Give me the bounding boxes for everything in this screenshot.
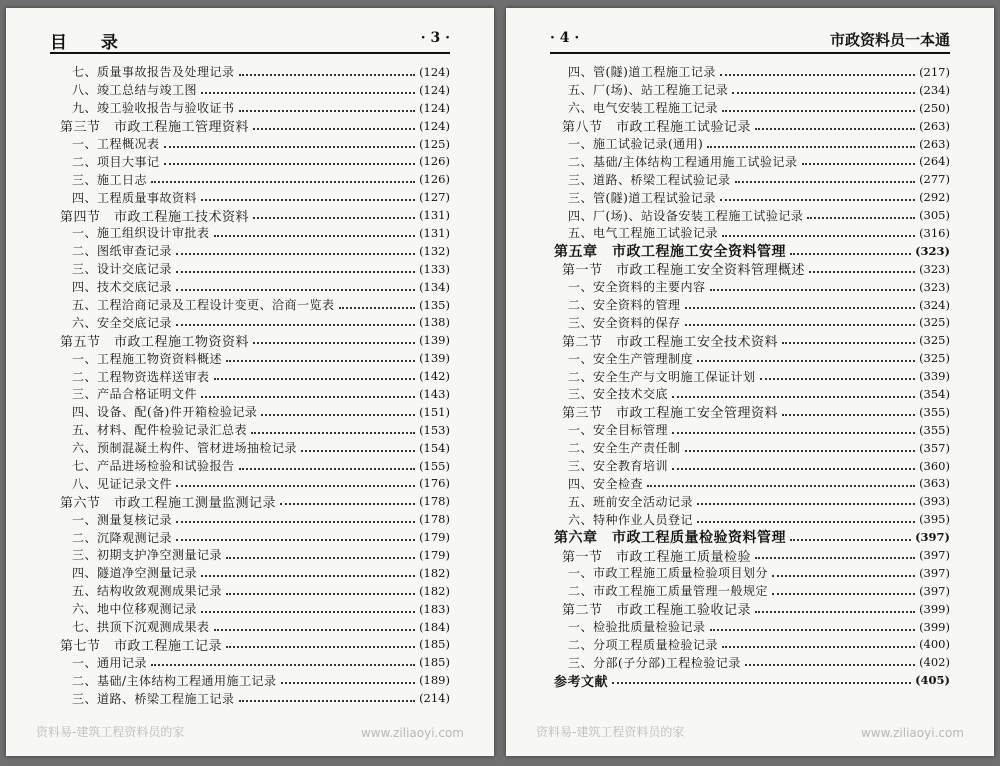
toc-entry: [506, 439, 950, 457]
toc-entry-page: (178): [419, 494, 450, 509]
dot-leader: [339, 307, 416, 309]
toc-entry-page: (138): [419, 315, 450, 330]
toc-entry-page: (126): [419, 172, 450, 187]
toc-entry-title: 参考文献: [554, 674, 609, 690]
toc-entry: [6, 653, 450, 671]
toc-entry-page: (189): [419, 673, 450, 688]
toc-entry-page: (185): [419, 637, 450, 652]
toc-entry-title: 四、工程质量事故资料: [72, 190, 198, 205]
dot-leader: [782, 414, 915, 416]
toc-entry: [6, 278, 450, 296]
toc-entry-title: 一、安全目标管理: [568, 423, 669, 438]
toc-entry-title: 三、道路、桥梁工程施工记录: [72, 691, 235, 706]
toc-entry-page: (324): [919, 297, 950, 312]
dot-leader: [790, 539, 911, 541]
toc-entry: [506, 296, 950, 314]
dot-leader: [176, 253, 415, 255]
page-number: · 3 ·: [420, 30, 450, 46]
toc-entry-page: (397): [919, 565, 950, 580]
toc-entry: [6, 135, 450, 153]
right-page: [506, 8, 994, 756]
toc-entry-title: 二、市政工程施工质量管理一般规定: [568, 584, 769, 599]
toc-entry: [6, 349, 450, 367]
dot-leader: [760, 378, 916, 380]
toc-entry-page: (142): [419, 369, 450, 384]
dot-leader: [261, 414, 415, 416]
dot-leader: [685, 324, 916, 326]
toc-entry-title: 一、测量复核记录: [72, 512, 173, 527]
toc-entry: [506, 152, 950, 170]
toc-entry-title: 五、班前安全活动记录: [568, 494, 694, 509]
toc-entry-page: (277): [919, 172, 950, 187]
dot-leader: [281, 682, 416, 684]
right-page-header: [550, 26, 950, 54]
dot-leader: [214, 629, 416, 631]
toc-entry-title: 三、初期支护净空测量记录: [72, 548, 223, 563]
dot-leader: [720, 74, 915, 76]
toc-entry-title: 二、图纸审查记录: [72, 244, 173, 259]
dot-leader: [722, 235, 915, 237]
toc-entry-title: 第六节 市政工程施工测量监测记录: [60, 495, 277, 511]
toc-entry-title: 四、厂(场)、站设备安装工程施工试验记录: [568, 208, 804, 223]
toc-section-entry: [506, 260, 950, 278]
toc-entry-title: 四、管(隧)道工程施工记录: [568, 65, 716, 80]
toc-entry-page: (305): [919, 208, 950, 223]
toc-entry-title: 六、特种作业人员登记: [568, 512, 694, 527]
toc-entry-page: (182): [419, 565, 450, 580]
dot-leader: [226, 557, 415, 559]
toc-entry: [6, 242, 450, 260]
dot-leader: [176, 289, 415, 291]
toc-entry-title: 第四节 市政工程施工技术资料: [60, 209, 250, 225]
dot-leader: [745, 664, 915, 666]
toc-entry: [6, 224, 450, 242]
dot-leader: [772, 593, 915, 595]
toc-entry-page: (405): [915, 673, 950, 688]
toc-entry: [506, 421, 950, 439]
toc-entry-title: 七、产品进场检验和试验报告: [72, 459, 235, 474]
toc-entry-page: (124): [419, 118, 450, 133]
toc-entry-title: 第二节 市政工程施工安全技术资料: [562, 334, 779, 350]
toc-entry: [6, 385, 450, 403]
dot-leader: [697, 521, 915, 523]
toc-entry-page: (217): [919, 64, 950, 79]
toc-section-entry: [506, 546, 950, 564]
toc-entry-title: 四、隧道净空测量记录: [72, 566, 198, 581]
toc-entry: [506, 385, 950, 403]
toc-entry-page: (139): [419, 351, 450, 366]
toc-entry-title: 三、管(隧)道工程试验记录: [568, 190, 716, 205]
toc-entry-title: 四、设备、配(备)件开箱检验记录: [72, 405, 258, 420]
toc-section-entry: [506, 600, 950, 618]
dot-leader: [253, 342, 415, 344]
dot-leader: [239, 700, 416, 702]
dot-leader: [164, 146, 416, 148]
toc-entry-title: 二、安全生产责任制: [568, 441, 681, 456]
toc-entry-page: (131): [419, 208, 450, 223]
dot-leader: [301, 450, 415, 452]
toc-entry-page: (182): [419, 583, 450, 598]
dot-leader: [164, 163, 416, 165]
dot-leader: [612, 682, 911, 684]
toc-entry-page: (263): [919, 118, 950, 133]
toc-entry-page: (176): [419, 476, 450, 491]
toc-entry: [506, 653, 950, 671]
toc-entry-page: (127): [419, 190, 450, 205]
toc-entry-title: 一、工程施工物资资料概述: [72, 351, 223, 366]
toc-entry-title: 一、通用记录: [72, 655, 148, 670]
toc-entry: [6, 457, 450, 475]
toc-entry-page: (397): [919, 547, 950, 562]
toc-entry-page: (357): [919, 440, 950, 455]
toc-entry-title: 三、道路、桥梁工程试验记录: [568, 172, 731, 187]
toc-entry-title: 六、地中位移观测记录: [72, 602, 198, 617]
toc-entry: [6, 63, 450, 81]
dot-leader: [782, 342, 915, 344]
toc-entry-page: (397): [919, 583, 950, 598]
dot-leader: [672, 432, 915, 434]
toc-entry: [506, 636, 950, 654]
dot-leader: [176, 485, 415, 487]
dot-leader: [214, 378, 416, 380]
toc-entry-page: (178): [419, 512, 450, 527]
dot-leader: [239, 74, 416, 76]
toc-entry: [506, 63, 950, 81]
toc-entry: [6, 188, 450, 206]
dot-leader: [176, 521, 415, 523]
toc-entry-title: 第三节 市政工程施工安全管理资料: [562, 406, 779, 422]
toc-entry-title: 第五节 市政工程施工物资资料: [60, 334, 250, 350]
toc-entry: [506, 135, 950, 153]
dot-leader: [226, 360, 415, 362]
toc-entry-page: (185): [419, 655, 450, 670]
toc-entry: [506, 564, 950, 582]
toc-entry-title: 三、分部(子分部)工程检验记录: [568, 655, 741, 670]
toc-entry-page: (325): [919, 351, 950, 366]
toc-entry-page: (263): [919, 136, 950, 151]
toc-entry-page: (355): [919, 404, 950, 419]
toc-entry-title: 一、工程概况表: [72, 137, 160, 151]
toc-entry-title: 二、基础/主体结构工程通用施工试验记录: [568, 154, 798, 169]
toc-section-entry: [6, 492, 450, 510]
toc-entry: [6, 170, 450, 188]
toc-entry-page: (323): [919, 279, 950, 294]
dot-leader: [722, 646, 915, 648]
dot-leader: [176, 539, 415, 541]
toc-entry-title: 四、技术交底记录: [72, 280, 173, 295]
toc-entry-page: (139): [419, 333, 450, 348]
toc-entry-page: (151): [419, 404, 450, 419]
toc-entry: [506, 99, 950, 117]
dot-leader: [672, 468, 915, 470]
left-page-header: [50, 26, 450, 54]
toc-entry-page: (325): [919, 315, 950, 330]
dot-leader: [239, 110, 416, 112]
toc-entry-title: 六、电气安装工程施工记录: [568, 101, 719, 116]
toc-entry-page: (143): [419, 386, 450, 401]
toc-entry: [6, 600, 450, 618]
toc-entry-title: 第一节 市政工程施工质量检验: [562, 549, 752, 565]
toc-entry-page: (214): [419, 691, 450, 706]
dot-leader: [790, 253, 911, 255]
toc-section-entry: [6, 206, 450, 224]
toc-entry-page: (125): [419, 136, 450, 151]
toc-entry-title: 三、安全教育培训: [568, 459, 669, 474]
dot-leader: [214, 235, 416, 237]
toc-entry-page: (234): [919, 82, 950, 97]
toc-heading: 目 录: [50, 33, 132, 53]
toc-entry-title: 二、分项工程质量检验记录: [568, 637, 719, 652]
toc-entry-page: (316): [919, 225, 950, 240]
toc-entry: [6, 403, 450, 421]
toc-entry-page: (132): [419, 243, 450, 258]
watermark-text: 资料易-建筑工程资料员的家: [36, 725, 185, 739]
dot-leader: [720, 199, 915, 201]
toc-entry: [6, 152, 450, 170]
dot-leader: [672, 396, 915, 398]
toc-entry: [506, 313, 950, 331]
dot-leader: [710, 629, 916, 631]
toc-entry-page: (292): [919, 190, 950, 205]
toc-entry: [6, 546, 450, 564]
toc-entry-title: 三、设计交底记录: [72, 262, 173, 277]
dot-leader: [151, 181, 415, 183]
toc-entry-page: (400): [919, 637, 950, 652]
toc-entry-page: (323): [919, 261, 950, 276]
toc-entry-page: (153): [419, 422, 450, 437]
toc-entry-page: (399): [919, 601, 950, 616]
toc-entry-page: (126): [419, 154, 450, 169]
toc-section-entry: [506, 331, 950, 349]
toc-entry-title: 四、安全检查: [568, 476, 644, 491]
toc-entry-page: (179): [419, 530, 450, 545]
toc-entry-page: (155): [419, 458, 450, 473]
dot-leader: [685, 450, 916, 452]
toc-entry-title: 二、项目大事记: [72, 154, 160, 169]
toc-entry: [6, 81, 450, 99]
toc-entry-title: 一、检验批质量检验记录: [568, 620, 706, 635]
dot-leader: [201, 199, 415, 201]
dot-leader: [807, 217, 915, 219]
toc-entry: [6, 528, 450, 546]
dot-leader: [251, 432, 415, 434]
toc-section-entry: [6, 331, 450, 349]
toc-entry-page: (135): [419, 297, 450, 312]
toc-entry: [506, 671, 950, 689]
dot-leader: [253, 217, 415, 219]
dot-leader: [201, 575, 415, 577]
toc-entry-title: 二、安全生产与文明施工保证计划: [568, 369, 756, 384]
toc-entry: [6, 671, 450, 689]
toc-entry: [6, 510, 450, 528]
dot-leader: [755, 128, 915, 130]
toc-entry-page: (183): [419, 601, 450, 616]
toc-entry-page: (360): [919, 458, 950, 473]
left-page: [6, 8, 494, 756]
dot-leader: [722, 110, 915, 112]
toc-entry-title: 第六章 市政工程质量检验资料管理: [554, 530, 786, 547]
dot-leader: [772, 575, 915, 577]
toc-entry-title: 九、竣工验收报告与验收证书: [72, 101, 235, 116]
toc-entry-title: 五、工程洽商记录及工程设计变更、洽商一览表: [72, 298, 335, 313]
dot-leader: [707, 146, 915, 148]
toc-entry: [6, 474, 450, 492]
toc-entry-page: (264): [919, 154, 950, 169]
dot-leader: [802, 163, 916, 165]
dot-leader: [201, 611, 415, 613]
toc-entry-title: 五、厂(场)、站工程施工记录: [568, 83, 729, 98]
dot-leader: [732, 92, 915, 94]
watermark-url: www.ziliaoyi.com: [360, 726, 464, 740]
toc-entry-title: 三、产品合格证明文件: [72, 387, 198, 402]
dot-leader: [280, 503, 415, 505]
toc-entry-title: 三、安全技术交底: [568, 387, 669, 402]
page-number: · 4 ·: [550, 30, 580, 46]
toc-entry-page: (393): [919, 494, 950, 509]
toc-entry-title: 二、基础/主体结构工程通用施工记录: [72, 673, 277, 688]
toc-entry: [506, 206, 950, 224]
toc-entry-page: (339): [919, 369, 950, 384]
toc-section-entry: [506, 403, 950, 421]
toc-entry-title: 五、结构收敛观测成果记录: [72, 584, 223, 599]
toc-entry: [6, 367, 450, 385]
toc-entry-title: 一、施工试验记录(通用): [568, 137, 704, 151]
toc-entry-title: 三、施工日志: [72, 172, 148, 187]
dot-leader: [697, 503, 915, 505]
toc-entry-page: (363): [919, 476, 950, 491]
toc-entry-page: (184): [419, 619, 450, 634]
toc-entry-page: (355): [919, 422, 950, 437]
toc-entry-page: (154): [419, 440, 450, 455]
dot-leader: [710, 289, 916, 291]
toc-entry: [6, 99, 450, 117]
dot-leader: [201, 396, 415, 398]
toc-entry-page: (354): [919, 386, 950, 401]
toc-section-entry: [6, 117, 450, 135]
toc-entry: [506, 367, 950, 385]
dot-leader: [253, 128, 415, 130]
toc-entry: [6, 689, 450, 707]
toc-entry: [506, 474, 950, 492]
toc-entry: [506, 349, 950, 367]
toc-entry-page: (131): [419, 225, 450, 240]
toc-entry-title: 八、竣工总结与竣工图: [72, 83, 198, 98]
toc-entry-title: 五、材料、配件检验记录汇总表: [72, 423, 248, 438]
toc-entry-title: 第三节 市政工程施工管理资料: [60, 120, 250, 136]
toc-entry: [506, 224, 950, 242]
toc-entry-title: 七、拱顶下沉观测成果表: [72, 620, 210, 635]
toc-entry-title: 二、工程物资选样送审表: [72, 369, 210, 384]
toc-entry-title: 第五章 市政工程施工安全资料管理: [554, 243, 786, 260]
toc-entry: [506, 457, 950, 475]
watermark-text: 资料易-建筑工程资料员的家: [536, 725, 685, 739]
toc-entry-title: 八、见证记录文件: [72, 476, 173, 491]
toc-entry-title: 七、质量事故报告及处理记录: [72, 65, 235, 80]
toc-entry-page: (133): [419, 261, 450, 276]
toc-entry: [6, 260, 450, 278]
toc-entry: [506, 81, 950, 99]
book-title: 市政资料员一本通: [829, 31, 950, 49]
toc-entry-title: 第一节 市政工程施工安全资料管理概述: [562, 263, 806, 279]
toc-section-entry: [506, 117, 950, 135]
toc-entry: [506, 492, 950, 510]
toc-list-left: [6, 63, 494, 707]
toc-entry-page: (399): [919, 619, 950, 634]
toc-entry-page: (179): [419, 547, 450, 562]
dot-leader: [755, 611, 915, 613]
toc-entry-page: (124): [419, 100, 450, 115]
toc-entry: [6, 296, 450, 314]
toc-entry-title: 一、安全资料的主要内容: [568, 280, 706, 295]
toc-list-right: [506, 63, 994, 689]
watermark-url: www.ziliaoyi.com: [860, 726, 964, 740]
dot-leader: [176, 324, 415, 326]
toc-entry: [506, 510, 950, 528]
toc-entry: [506, 188, 950, 206]
toc-chapter-entry: [506, 242, 950, 260]
toc-entry: [506, 582, 950, 600]
toc-entry: [506, 618, 950, 636]
toc-section-entry: [6, 636, 450, 654]
toc-entry: [6, 564, 450, 582]
toc-entry-title: 五、电气工程施工试验记录: [568, 226, 719, 241]
dot-leader: [755, 557, 915, 559]
toc-entry-page: (323): [915, 243, 950, 258]
toc-entry-title: 第七节 市政工程施工记录: [60, 638, 223, 654]
toc-entry-page: (325): [919, 333, 950, 348]
toc-entry-title: 第二节 市政工程施工验收记录: [562, 603, 752, 619]
toc-entry-title: 二、沉降观测记录: [72, 530, 173, 545]
toc-entry-title: 第八节 市政工程施工试验记录: [562, 120, 752, 136]
toc-entry: [6, 439, 450, 457]
toc-entry-title: 二、安全资料的管理: [568, 298, 681, 313]
toc-entry-page: (134): [419, 279, 450, 294]
toc-entry: [6, 618, 450, 636]
toc-entry: [6, 313, 450, 331]
dot-leader: [647, 485, 915, 487]
toc-entry-page: (250): [919, 100, 950, 115]
toc-entry-title: 一、市政工程施工质量检验项目划分: [568, 566, 769, 581]
toc-entry-page: (402): [919, 655, 950, 670]
toc-entry: [506, 278, 950, 296]
dot-leader: [151, 664, 415, 666]
toc-entry-title: 六、预制混凝土构件、管材进场抽检记录: [72, 441, 298, 456]
toc-entry-title: 六、安全交底记录: [72, 315, 173, 330]
toc-chapter-entry: [506, 528, 950, 546]
toc-entry-page: (397): [915, 530, 950, 545]
dot-leader: [685, 307, 916, 309]
toc-entry-title: 三、安全资料的保存: [568, 315, 681, 330]
toc-entry-page: (395): [919, 512, 950, 527]
dot-leader: [697, 360, 915, 362]
dot-leader: [201, 92, 415, 94]
toc-entry-page: (124): [419, 64, 450, 79]
dot-leader: [226, 646, 415, 648]
toc-entry: [6, 421, 450, 439]
dot-leader: [176, 271, 415, 273]
toc-entry-page: (124): [419, 82, 450, 97]
dot-leader: [239, 468, 416, 470]
toc-entry-title: 一、安全生产管理制度: [568, 351, 694, 366]
dot-leader: [809, 271, 915, 273]
toc-entry-title: 一、施工组织设计审批表: [72, 226, 210, 241]
toc-entry: [506, 170, 950, 188]
dot-leader: [735, 181, 916, 183]
dot-leader: [226, 593, 415, 595]
toc-entry: [6, 582, 450, 600]
